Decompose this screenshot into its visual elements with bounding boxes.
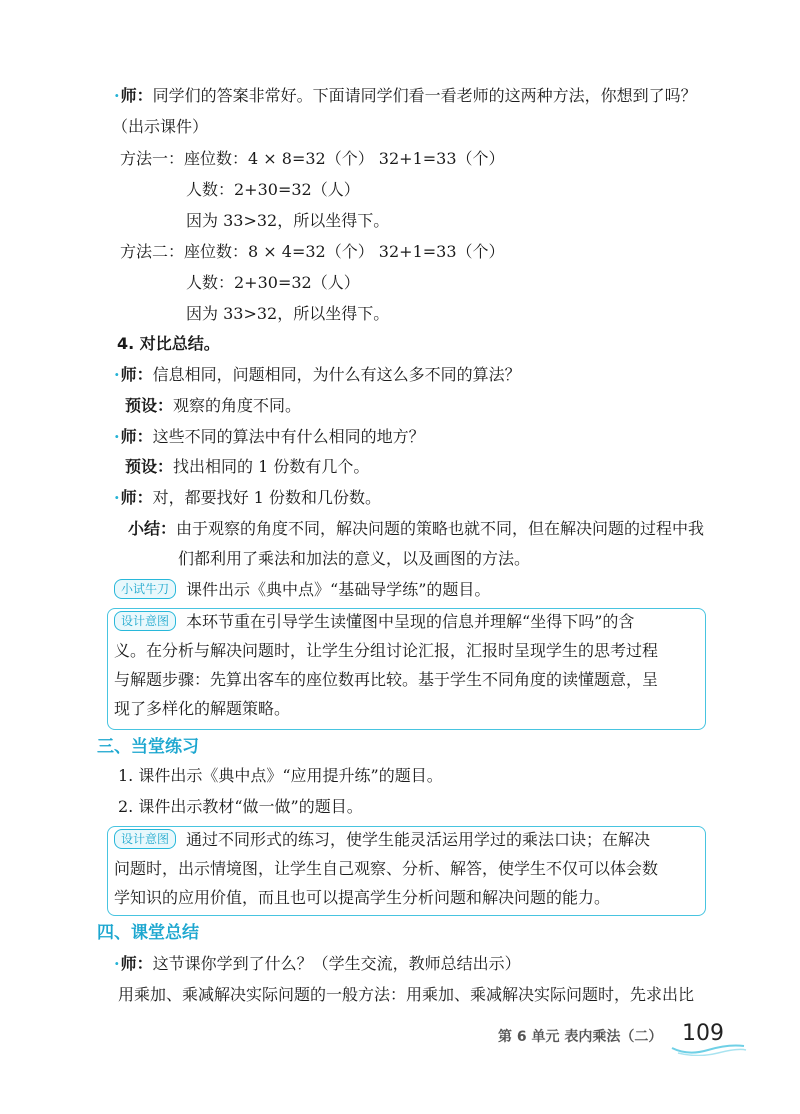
try-it-tag: 小试牛刀 [114,579,176,599]
design-intent-text-2: 设计意图 通过不同形式的练习，使学生能灵活运用学过的乘法口诀；在解决 问题时，出示情境图，让学生自己观察、分析、解答，使学生不仅可以体会数 学知识的应用价值，而且也可以提高学生分析问题和解决问题的能力。 [114,830,659,907]
summary-line-1: 小结：由于观察的角度不同，解决问题的策略也就不同，但在解决问题的过程中我 [128,519,705,538]
method-1-conclusion: 因为 33>32，所以坐得下。 [186,211,390,230]
bullet-dot-icon: · [114,427,120,446]
bullet-dot-icon: · [114,488,120,507]
design-intent-tag: 设计意图 [114,829,176,849]
practice-item-2: 2. 课件出示教材“做一做”的题目。 [118,797,363,816]
method-2-people: 人数：2+30=32（人） [186,273,360,292]
bullet-dot-icon: · [114,365,120,384]
teacher-line-4: ·师：对，都要找好 1 份数和几份数。 [114,488,381,507]
step-4-heading: 4. 对比总结。 [117,334,220,353]
practice-item-1: 1. 课件出示《典中点》“应用提升练”的题目。 [118,766,443,785]
page-number: 109 [682,1021,724,1046]
closing-summary: 用乘加、乘减解决实际问题的一般方法：用乘加、乘减解决实际问题时，先求出比 [118,985,695,1004]
try-it-line: 小试牛刀 课件出示《典中点》“基础导学练”的题目。 [114,578,490,602]
section-3-title: 三、当堂练习 [97,737,199,757]
page-number-wave-icon [668,1026,748,1056]
teacher-line-5: ·师：这节课你学到了什么？（学生交流，教师总结出示） [114,954,521,973]
section-4-title: 四、课堂总结 [97,923,199,943]
teacher-line-3: ·师：这些不同的算法中有什么相同的地方？ [114,427,425,446]
design-intent-text-1: 设计意图 本环节重在引导学生读懂图中呈现的信息并理解“坐得下吗”的含 义。在分析与解决问题时，让学生分组讨论汇报，汇报时呈现学生的思考过程 与解题步骤：先算出客车的座位数再比较。基于学生不同角度的读懂题意，呈 现了多样化的解题策略。 [114,612,659,718]
method-1-seats: 方法一：座位数：4 × 8=32（个） 32+1=33（个） [120,149,505,168]
teacher-line-1: ·师：同学们的答案非常好。下面请同学们看一看老师的这两种方法，你想到了吗？ [114,86,697,105]
teacher-line-2: ·师：信息相同，问题相同，为什么有这么多不同的算法？ [114,365,521,384]
design-intent-tag: 设计意图 [114,611,176,631]
method-1-people: 人数：2+30=32（人） [186,180,360,199]
bullet-dot-icon: · [114,954,120,973]
courseware-note: （出示课件） [112,117,209,136]
summary-line-2: 们都利用了乘法和加法的意义，以及画图的方法。 [178,549,531,568]
unit-label: 第 6 单元 表内乘法（二） [498,1029,663,1045]
method-2-conclusion: 因为 33>32，所以坐得下。 [186,304,390,323]
bullet-dot-icon: · [114,86,120,105]
method-2-seats: 方法二：座位数：8 × 4=32（个） 32+1=33（个） [120,242,505,261]
preset-1: 预设：观察的角度不同。 [125,396,302,415]
preset-2: 预设：找出相同的 1 份数有几个。 [125,457,370,476]
